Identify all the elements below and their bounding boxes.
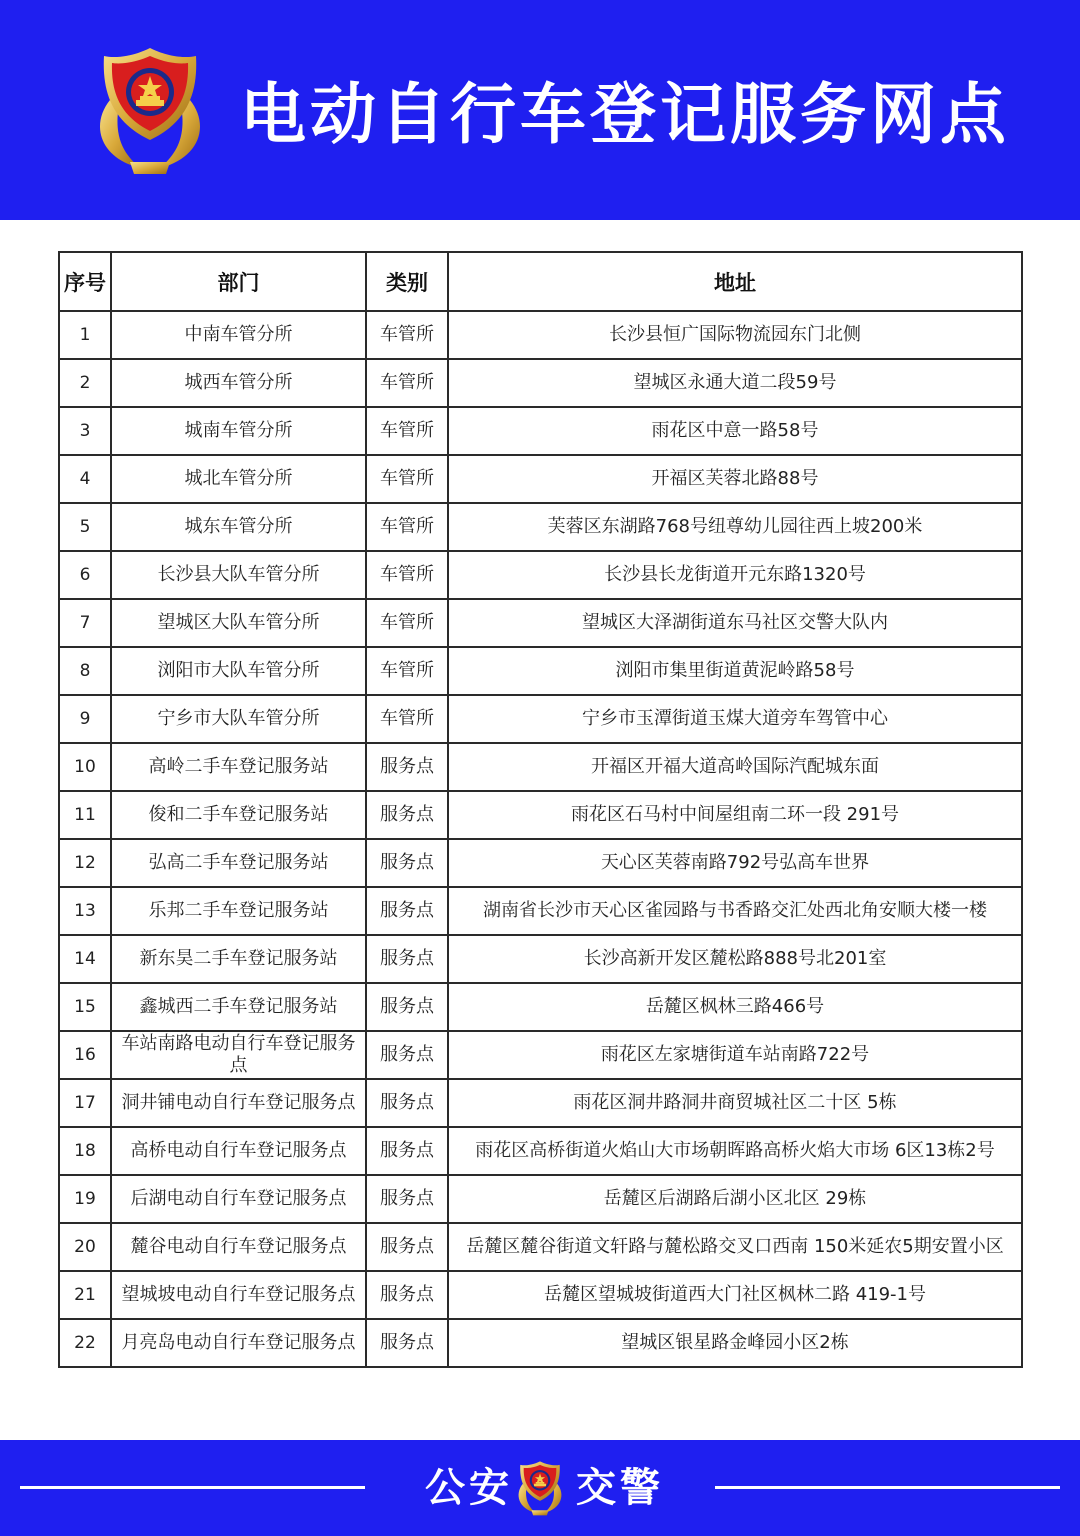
row-address: 雨花区左家塘街道车站南路722号 <box>448 1031 1022 1079</box>
table-row <box>59 1127 1022 1175</box>
row-category: 服务点 <box>366 743 448 791</box>
table-row <box>59 791 1022 839</box>
row-category: 车管所 <box>366 359 448 407</box>
table-row <box>59 503 1022 551</box>
row-address: 芙蓉区东湖路768号纽尊幼儿园往西上坡200米 <box>448 503 1022 551</box>
row-address: 雨花区洞井路洞井商贸城社区二十区 5栋 <box>448 1079 1022 1127</box>
row-address: 雨花区中意一路58号 <box>448 407 1022 455</box>
row-department: 洞井铺电动自行车登记服务点 <box>111 1079 366 1127</box>
footer-word-gongan: 公安 <box>425 1465 513 1511</box>
row-number: 12 <box>59 839 111 887</box>
table-row <box>59 839 1022 887</box>
row-department: 长沙县大队车管分所 <box>111 551 366 599</box>
row-address: 开福区芙蓉北路88号 <box>448 455 1022 503</box>
service-point-table-container <box>58 251 1021 1368</box>
row-address: 宁乡市玉潭街道玉煤大道旁车驾管中心 <box>448 695 1022 743</box>
table-row <box>59 1079 1022 1127</box>
table-row <box>59 1319 1022 1367</box>
row-number: 8 <box>59 647 111 695</box>
table-row <box>59 1223 1022 1271</box>
row-number: 2 <box>59 359 111 407</box>
service-point-table <box>58 251 1023 1368</box>
row-category: 车管所 <box>366 503 448 551</box>
row-category: 车管所 <box>366 695 448 743</box>
row-number: 13 <box>59 887 111 935</box>
row-number: 7 <box>59 599 111 647</box>
row-category: 服务点 <box>366 983 448 1031</box>
table-row <box>59 1175 1022 1223</box>
police-emblem-icon <box>80 40 220 180</box>
row-number: 1 <box>59 311 111 359</box>
table-row <box>59 935 1022 983</box>
row-address: 望城区银星路金峰园小区2栋 <box>448 1319 1022 1367</box>
row-number: 11 <box>59 791 111 839</box>
column-header-address: 地址 <box>448 252 1022 311</box>
row-department: 浏阳市大队车管分所 <box>111 647 366 695</box>
row-number: 4 <box>59 455 111 503</box>
row-address: 天心区芙蓉南路792号弘高车世界 <box>448 839 1022 887</box>
table-row <box>59 887 1022 935</box>
row-category: 服务点 <box>366 1079 448 1127</box>
row-address: 望城区永通大道二段59号 <box>448 359 1022 407</box>
row-category: 服务点 <box>366 1127 448 1175</box>
row-number: 6 <box>59 551 111 599</box>
row-address: 岳麓区枫林三路466号 <box>448 983 1022 1031</box>
row-department: 鑫城西二手车登记服务站 <box>111 983 366 1031</box>
row-number: 5 <box>59 503 111 551</box>
row-number: 16 <box>59 1031 111 1079</box>
row-department: 车站南路电动自行车登记服务点 <box>111 1031 366 1079</box>
table-row <box>59 455 1022 503</box>
row-address: 长沙县长龙街道开元东路1320号 <box>448 551 1022 599</box>
table-row <box>59 743 1022 791</box>
row-address: 开福区开福大道高岭国际汽配城东面 <box>448 743 1022 791</box>
table-row <box>59 983 1022 1031</box>
row-category: 车管所 <box>366 311 448 359</box>
row-address: 浏阳市集里街道黄泥岭路58号 <box>448 647 1022 695</box>
row-address: 岳麓区望城坡街道西大门社区枫林二路 419-1号 <box>448 1271 1022 1319</box>
row-number: 9 <box>59 695 111 743</box>
row-address: 长沙高新开发区麓松路888号北201室 <box>448 935 1022 983</box>
row-number: 20 <box>59 1223 111 1271</box>
footer-word-jiaojing: 交警 <box>576 1465 664 1511</box>
row-address: 长沙县恒广国际物流园东门北侧 <box>448 311 1022 359</box>
table-row <box>59 1271 1022 1319</box>
table-row <box>59 647 1022 695</box>
row-number: 21 <box>59 1271 111 1319</box>
row-address: 岳麓区后湖路后湖小区北区 29栋 <box>448 1175 1022 1223</box>
row-category: 车管所 <box>366 599 448 647</box>
row-number: 22 <box>59 1319 111 1367</box>
row-category: 服务点 <box>366 839 448 887</box>
police-emblem-icon <box>510 1456 570 1520</box>
column-header-dept: 部门 <box>111 252 366 311</box>
row-department: 望城坡电动自行车登记服务点 <box>111 1271 366 1319</box>
row-department: 城南车管分所 <box>111 407 366 455</box>
row-address: 雨花区高桥街道火焰山大市场朝晖路高桥火焰大市场 6区13栋2号 <box>448 1127 1022 1175</box>
row-address: 雨花区石马村中间屋组南二环一段 291号 <box>448 791 1022 839</box>
page-title: 电动自行车登记服务网点 <box>240 76 1010 153</box>
row-department: 望城区大队车管分所 <box>111 599 366 647</box>
row-category: 服务点 <box>366 1031 448 1079</box>
row-category: 服务点 <box>366 1175 448 1223</box>
row-department: 弘高二手车登记服务站 <box>111 839 366 887</box>
footer-divider-left <box>20 1486 365 1489</box>
row-address: 望城区大泽湖街道东马社区交警大队内 <box>448 599 1022 647</box>
row-number: 15 <box>59 983 111 1031</box>
table-body <box>59 311 1022 1367</box>
row-address: 湖南省长沙市天心区雀园路与书香路交汇处西北角安顺大楼一楼 <box>448 887 1022 935</box>
row-category: 车管所 <box>366 455 448 503</box>
row-number: 18 <box>59 1127 111 1175</box>
column-header-no: 序号 <box>59 252 111 311</box>
row-department: 高桥电动自行车登记服务点 <box>111 1127 366 1175</box>
table-row <box>59 551 1022 599</box>
row-department: 月亮岛电动自行车登记服务点 <box>111 1319 366 1367</box>
row-category: 服务点 <box>366 1271 448 1319</box>
row-address: 岳麓区麓谷街道文轩路与麓松路交叉口西南 150米延农5期安置小区 <box>448 1223 1022 1271</box>
row-department: 新东昊二手车登记服务站 <box>111 935 366 983</box>
row-category: 车管所 <box>366 407 448 455</box>
row-number: 14 <box>59 935 111 983</box>
table-row <box>59 695 1022 743</box>
row-number: 10 <box>59 743 111 791</box>
row-department: 城东车管分所 <box>111 503 366 551</box>
row-category: 服务点 <box>366 1223 448 1271</box>
row-number: 17 <box>59 1079 111 1127</box>
row-department: 宁乡市大队车管分所 <box>111 695 366 743</box>
footer-divider-right <box>715 1486 1060 1489</box>
table-row <box>59 407 1022 455</box>
row-category: 服务点 <box>366 1319 448 1367</box>
row-category: 服务点 <box>366 791 448 839</box>
table-row <box>59 1031 1022 1079</box>
row-category: 车管所 <box>366 647 448 695</box>
row-category: 服务点 <box>366 935 448 983</box>
row-number: 3 <box>59 407 111 455</box>
row-department: 后湖电动自行车登记服务点 <box>111 1175 366 1223</box>
row-department: 高岭二手车登记服务站 <box>111 743 366 791</box>
row-department: 中南车管分所 <box>111 311 366 359</box>
table-row <box>59 359 1022 407</box>
row-department: 俊和二手车登记服务站 <box>111 791 366 839</box>
page-footer <box>0 1440 1080 1536</box>
table-row <box>59 311 1022 359</box>
row-department: 城西车管分所 <box>111 359 366 407</box>
row-department: 乐邦二手车登记服务站 <box>111 887 366 935</box>
table-header-row <box>59 252 1022 311</box>
row-category: 车管所 <box>366 551 448 599</box>
page-header <box>0 0 1080 220</box>
row-department: 城北车管分所 <box>111 455 366 503</box>
row-department: 麓谷电动自行车登记服务点 <box>111 1223 366 1271</box>
column-header-type: 类别 <box>366 252 448 311</box>
table-row <box>59 599 1022 647</box>
row-category: 服务点 <box>366 887 448 935</box>
row-number: 19 <box>59 1175 111 1223</box>
